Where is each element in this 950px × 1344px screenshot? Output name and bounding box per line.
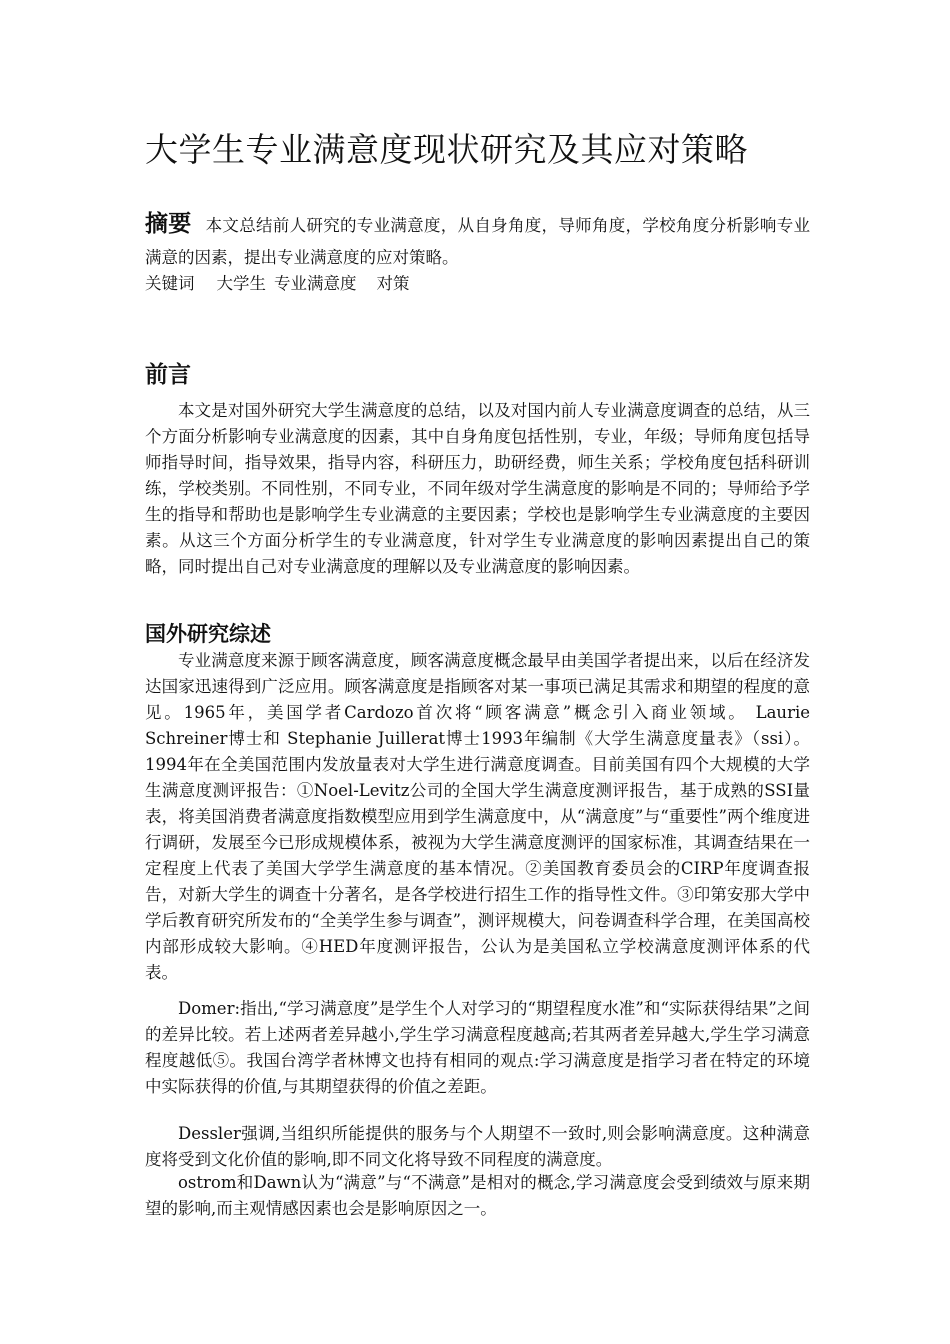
paragraph: 本文是对国外研究大学生满意度的总结，以及对国内前人专业满意度调查的总结，从三个方面分析影响专业满意度的因素，其中自身角度包括性别，专业，年级；导师角度包括导师指导时间，指导效果，指导内容，科研压力，助研经费，师生关系；学校角度包括科研训练，学校类别。不同性别，不同专业，不同年级对学生满意度的影响是不同的；导师给予学生的指导和帮助也是影响学生专业满意的主要因素；学校也是影响学生专业满意度的主要因素。从这三个方面分析学生的专业满意度，针对学生专业满意度的影响因素提出自己的策略，同时提出自己对专业满意度的理解以及专业满意度的影响因素。 [145,401,810,576]
paragraph: Domer:指出,“学习满意度”是学生个人对学习的“期望程度水准”和“实际获得结果”之间的差异比较。若上述两者差异越小,学生学习满意程度越高;若其两者差异越大,学生学习满意程度越低⑤。我国台湾学者林博文也持有相同的观点:学习满意度是指学习者在特定的环境中实际获得的价值,与其期望获得的价值之差距。 [145,999,810,1096]
keywords-label: 关键词 [145,274,195,293]
abstract-label: 摘要 [145,211,192,237]
keyword-item: 对策 [376,274,410,293]
keyword-item: 大学生 [216,274,266,293]
section-heading-foreign-review: 国外研究综述 [145,622,271,646]
paragraph: Dessler强调,当组织所能提供的服务与个人期望不一致时,则会影响满意度。这种满意度将受到文化价值的影响,即不同文化将导致不同程度的满意度。 [145,1124,810,1169]
section-heading-preface: 前言 [145,362,191,388]
paragraph: 专业满意度来源于顾客满意度，顾客满意度概念最早由美国学者提出来，以后在经济发达国家迅速得到广泛应用。顾客满意度是指顾客对某一事项已满足其需求和期望的程度的意见。1965年，美国学者Cardozo首次将“顾客满意”概念引入商业领域。 Laurie Schreiner博士和 Stephanie Juillerat博士1993年编制《大学生满意度量表》（ssi）。1994年在全美国范围内发放量表对大学生进行满意度调查。目前美国有四个大规模的大学生满意度测评报告：①Noel-Levitz公司的全国大学生满意度测评报告，基于成熟的SSI量表，将美国消费者满意度指数模型应用到学生满意度中，从“满意度”与“重要性”两个维度进行调研，发展至今已形成规模体系，被视为大学生满意度测评的国家标准，其调查结果在一定程度上代表了美国大学学生满意度的基本情况。②美国教育委员会的CIRP年度调查报告，对新大学生的调查十分著名，是各学校进行招生工作的指导性文件。③印第安那大学中学后教育研究所发布的“全美学生参与调查”，测评规模大，问卷调查科学合理，在美国高校内部形成较大影响。④HED年度测评报告，公认为是美国私立学校满意度测评体系的代表。 [145,651,810,982]
document-title: 大学生专业满意度现状研究及其应对策略 [145,130,748,169]
abstract-text: 本文总结前人研究的专业满意度，从自身角度，导师角度，学校角度分析影响专业满意的因素，提出专业满意度的应对策略。 [145,216,811,267]
keyword-item: 专业满意度 [274,274,357,293]
keywords [145,271,810,297]
paragraph: ostrom和Dawn认为“满意”与“不满意”是相对的概念,学习满意度会受到绩效与原来期望的影响,而主观情感因素也会是影响原因之一。 [145,1173,810,1218]
abstract [145,208,810,274]
